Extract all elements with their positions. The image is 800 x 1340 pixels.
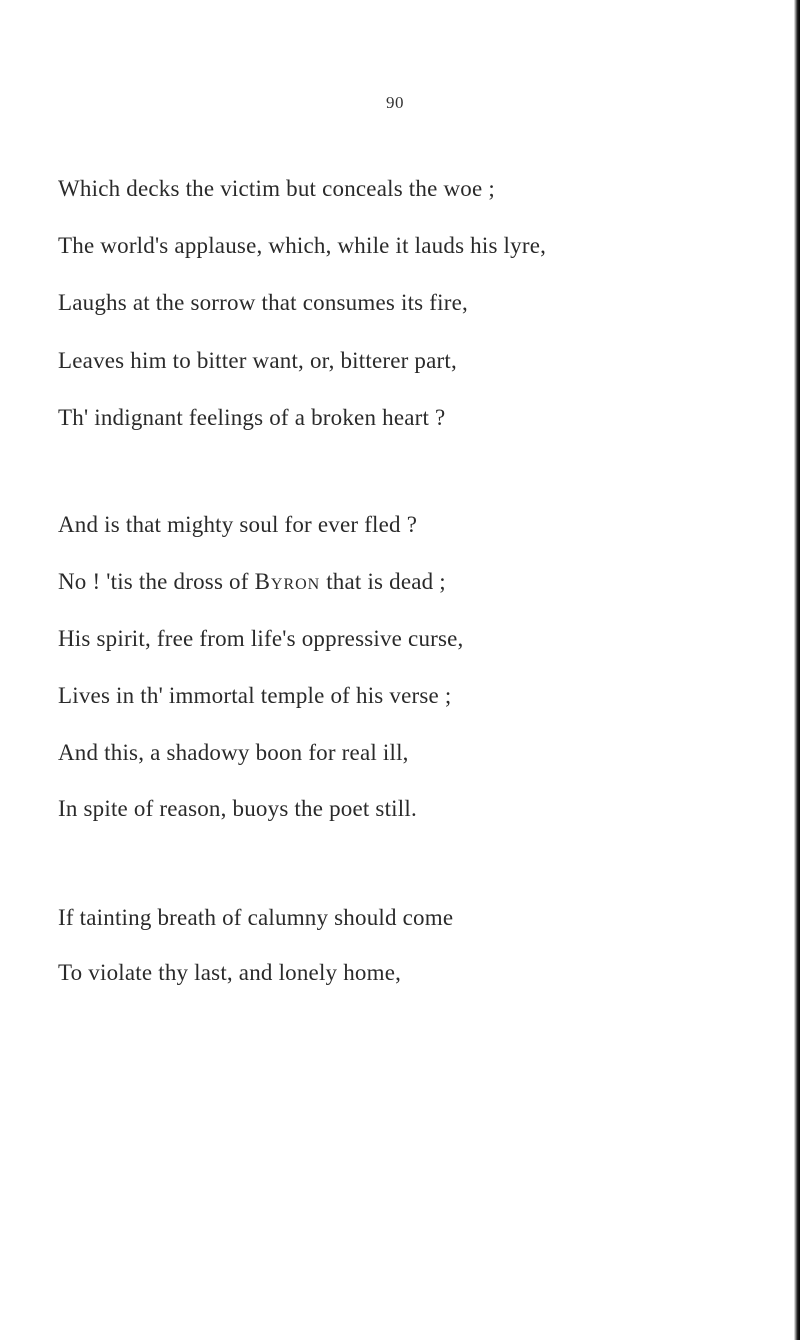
verse-line: And this, a shadowy boon for real ill, — [58, 740, 409, 765]
verse-line: In spite of reason, buoys the poet still. — [58, 796, 417, 821]
verse-line: Which decks the victim but conceals the woe ; — [58, 176, 495, 201]
verse-line: Leaves him to bitter want, or, bitterer part, — [58, 348, 457, 373]
verse-line: Lives in th' immortal temple of his verse ; — [58, 683, 452, 708]
verse-text: that is dead ; — [320, 569, 446, 594]
verse-text: No ! 'tis the dross of — [58, 569, 255, 594]
verse-line: If tainting breath of calumny should come — [58, 905, 454, 930]
verse-line — [58, 570, 446, 593]
verse-line: Th' indignant feelings of a broken heart ? — [58, 405, 446, 430]
page-edge — [794, 0, 800, 1340]
verse-line: And is that mighty soul for ever fled ? — [58, 512, 418, 537]
poet-name: Byron — [254, 569, 321, 594]
verse-line: His spirit, free from life's oppressive curse, — [58, 626, 464, 651]
page-number: 90 — [386, 93, 404, 112]
verse-line: To violate thy last, and lonely home, — [58, 960, 402, 985]
verse-line: Laughs at the sorrow that consumes its fire, — [58, 290, 468, 315]
verse-line: The world's applause, which, while it lauds his lyre, — [58, 233, 547, 258]
